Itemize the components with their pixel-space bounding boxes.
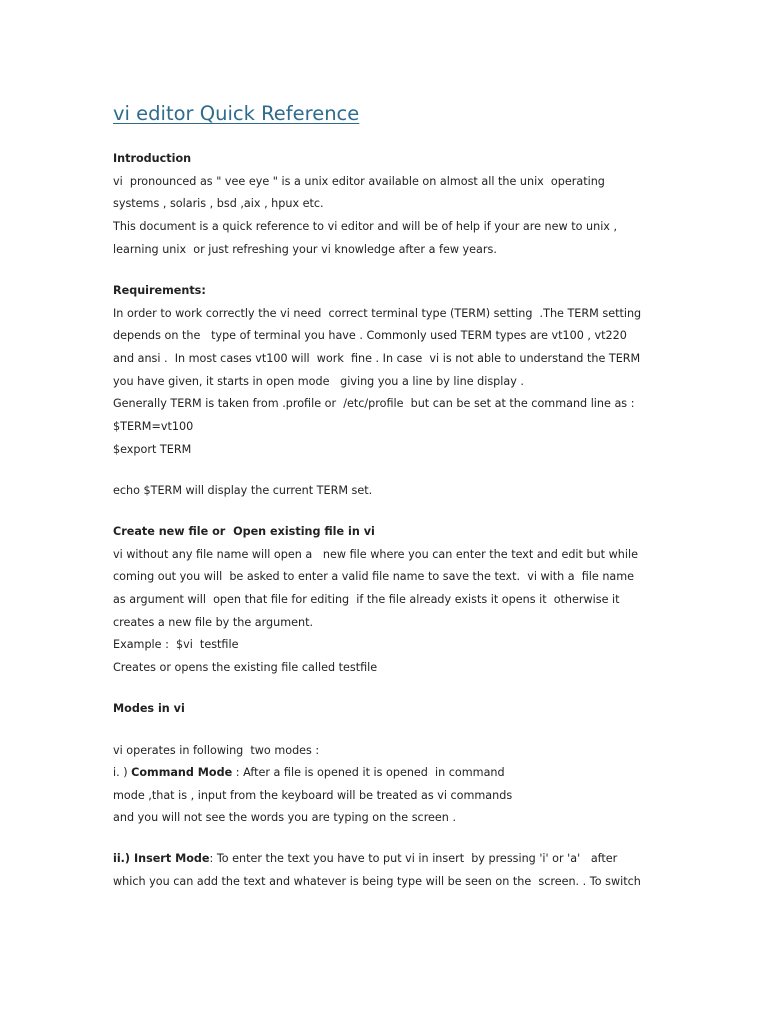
paragraph-line: Generally TERM is taken from .profile or /etc/profile but can be set at the command line as : [113,397,635,410]
list-marker: i. ) [113,766,132,779]
section-heading-introduction: Introduction [113,152,192,165]
paragraph-line: In order to work correctly the vi need correct terminal type (TERM) setting .The TERM setting [113,307,642,320]
paragraph-line: coming out you will be asked to enter a valid file name to save the text. vi with a file name [113,570,635,583]
paragraph-line: mode ,that is , input from the keyboard will be treated as vi commands [113,789,513,802]
insert-mode-description: : To enter the text you have to put vi in insert by pressing 'i' or 'a' after [209,852,618,865]
insert-mode-term: Insert Mode [133,852,210,865]
document-title: vi editor Quick Reference [113,102,360,125]
paragraph-line: which you can add the text and whatever is being type will be seen on the screen. . To switch [113,875,641,888]
paragraph-line: This document is a quick reference to vi editor and will be of help if your are new to unix , [113,220,618,233]
paragraph-line: creates a new file by the argument. [113,616,314,629]
paragraph-line: learning unix or just refreshing your vi knowledge after a few years. [113,243,497,256]
paragraph-line: systems , solaris , bsd ,aix , hpux etc. [113,197,324,210]
command-mode-line [113,766,505,780]
list-marker: ii.) [113,852,134,865]
paragraph-line: as argument will open that file for editing if the file already exists it opens it otherwise it [113,593,620,606]
command-mode-term: Command Mode [131,766,233,779]
paragraph-line: echo $TERM will display the current TERM set. [113,484,373,497]
paragraph-line: vi operates in following two modes : [113,744,320,757]
command-mode-description: : After a file is opened it is opened in command [232,766,505,779]
section-heading-modes: Modes in vi [113,702,185,715]
section-heading-requirements: Requirements: [113,284,206,297]
example-line: Example : $vi testfile [113,638,239,651]
code-line: $export TERM [113,443,192,456]
paragraph-line: depends on the type of terminal you have . Commonly used TERM types are vt100 , vt220 [113,329,627,342]
insert-mode-line [113,852,617,866]
section-heading-create-open: Create new file or Open existing file in vi [113,525,375,538]
paragraph-line: you have given, it starts in open mode giving you a line by line display . [113,375,524,388]
paragraph-line: and ansi . In most cases vt100 will work fine . In case vi is not able to understand the TERM [113,352,641,365]
paragraph-line: vi pronounced as " vee eye " is a unix editor available on almost all the unix operating [113,175,605,188]
code-line: $TERM=vt100 [113,420,194,433]
paragraph-line: and you will not see the words you are typing on the screen . [113,811,457,824]
paragraph-line: vi without any file name will open a new file where you can enter the text and edit but while [113,548,638,561]
paragraph-line: Creates or opens the existing file called testfile [113,661,378,674]
